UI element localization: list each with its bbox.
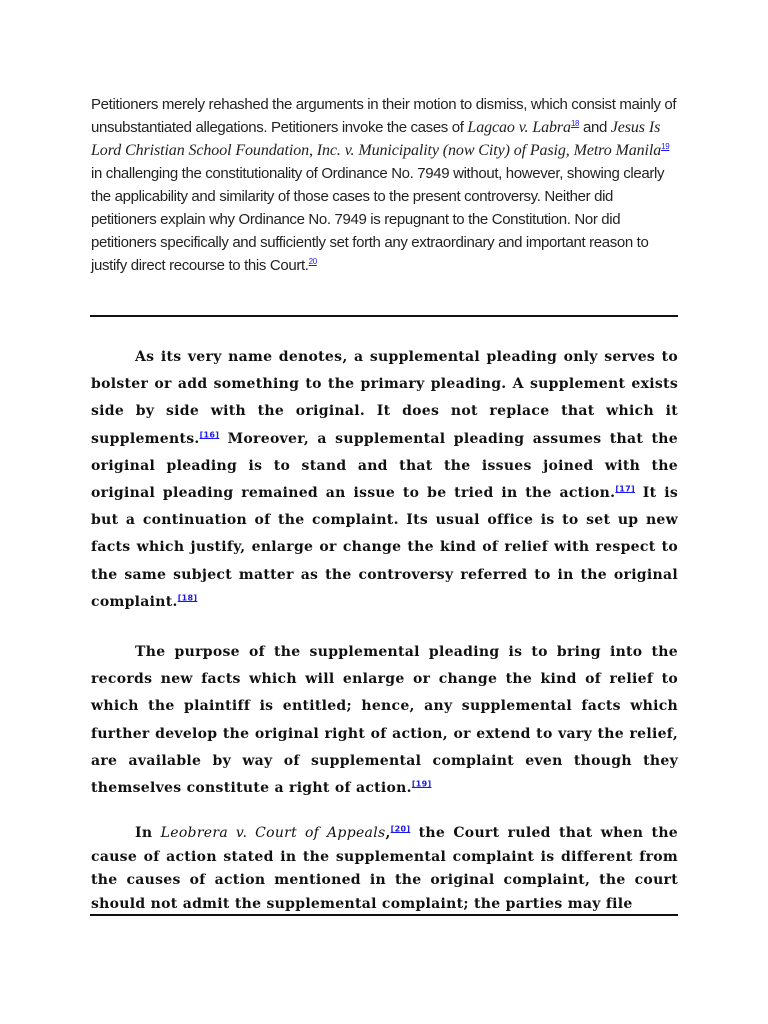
footnote-link[interactable]: [16]	[199, 429, 220, 439]
divider	[90, 914, 678, 916]
text: It is but a continuation of the complaint. Its usual office is to set up new facts which justify, enlarge or change the kind of relief with respect to the same subject matter as the controversy referred to in the original complaint.	[91, 485, 678, 610]
paragraph-supplemental-pleading	[91, 344, 678, 616]
case-citation: Leobrera v. Court of Appeals	[160, 825, 386, 841]
paragraph-petitioners	[91, 93, 681, 277]
text: The purpose of the supplemental pleading is to bring into the records new facts which will enlarge or change the kind of relief to which the plaintiff is entitled; hence, any supplemental facts which further develop the original right of action, or extend to vary the relief, are available by way of supplemental complaint even though they themselves constitute a right of action.	[91, 644, 678, 797]
text: Moreover, a supplemental pleading assumes that the original pleading is to stand and that the issues joined with the original pleading remained an issue to be tried in the action.	[91, 430, 678, 502]
case-citation: Jesus Is Lord Christian School Foundation, Inc. v. Municipality (now City) of Pasig, Metro Manila	[91, 119, 662, 159]
text: and	[579, 119, 611, 136]
footnote-link[interactable]: [20]	[390, 824, 411, 834]
text: ,	[385, 825, 391, 841]
footnote-link[interactable]: [18]	[177, 593, 198, 603]
text: As its very name denotes, a supplemental pleading only serves to bolster or add something to the primary pleading. A supplement exists side by side with the original. It does not replace that which it supplements.	[91, 349, 678, 447]
footnote-link[interactable]: 18	[570, 119, 580, 128]
case-citation: Lagcao v. Labra	[467, 119, 571, 136]
text: in challenging the constitutionality of Ordinance No. 7949 without, however, showing clearly the applicability and similarity of those cases to the present controversy. Neither did petitioners explain why Ordinance No. 7949 is repugnant to the Constitution. Nor did petitioners specifically and sufficiently set forth any extraordinary and important reason to justify direct recourse to this Court.	[91, 165, 665, 274]
text: the Court ruled that when the cause of action stated in the supplemental complaint is different from the causes of action mentioned in the original complaint, the court should not admit the supplemental complaint; the parties may file	[91, 825, 679, 912]
footnote-link[interactable]: 20	[308, 257, 317, 266]
footnote-link[interactable]: [17]	[615, 484, 635, 494]
footnote-link[interactable]: [19]	[411, 779, 432, 789]
paragraph-purpose	[91, 639, 678, 802]
paragraph-leobrera	[91, 822, 678, 916]
footnote-link[interactable]: 19	[661, 142, 670, 151]
divider	[90, 315, 678, 317]
text: In	[135, 825, 161, 841]
text: Petitioners merely rehashed the arguments in their motion to dismiss, which consist mainly of unsubstantiated allegations. Petitioners invoke the cases of	[91, 96, 677, 136]
